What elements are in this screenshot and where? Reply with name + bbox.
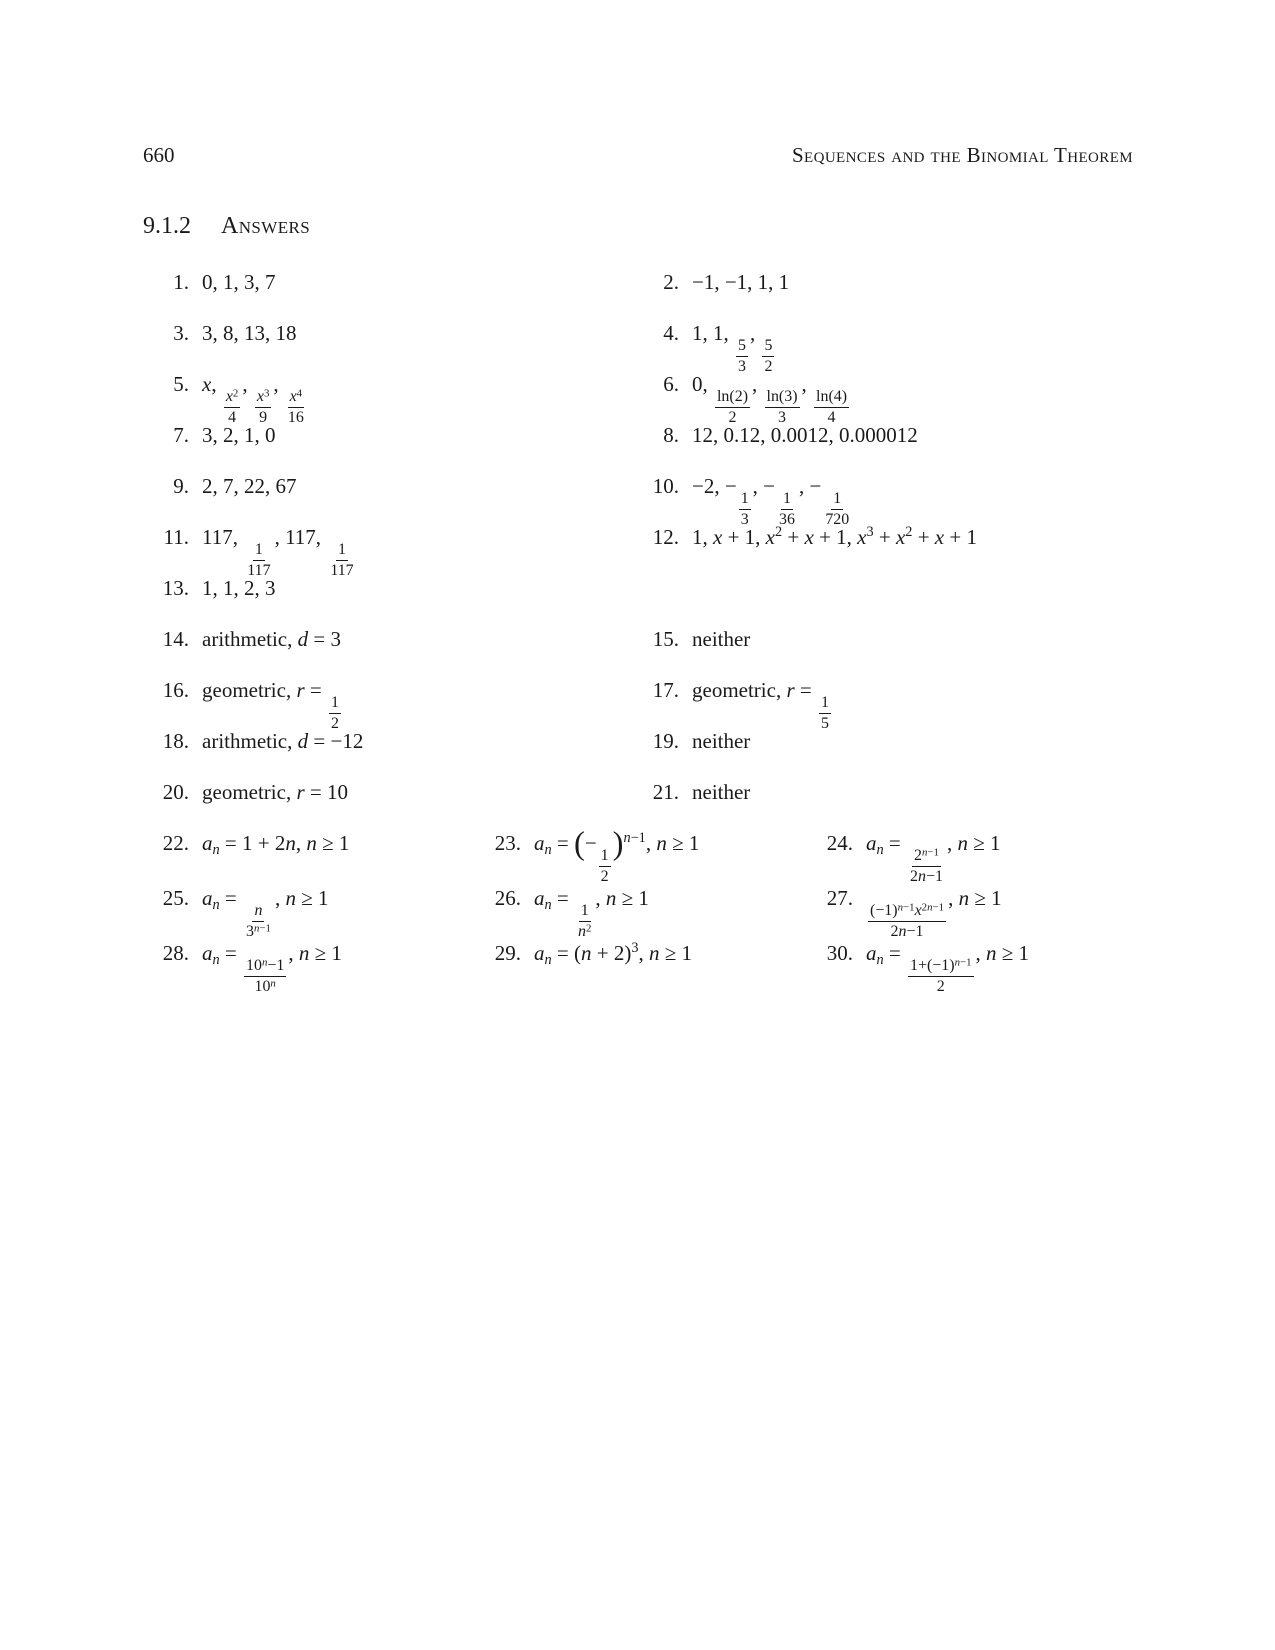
answer-item-30 [807,941,1133,996]
answer-item-22 [143,831,475,856]
answer-math: neither [692,627,751,651]
answer-item-8 [633,423,1133,448]
answer-row [143,886,1133,941]
answer-number: 4. [663,321,679,345]
answer-number: 20. [162,780,189,804]
answer-math: 1, 1, 2, 3 [202,576,276,600]
answer-number: 26. [494,886,521,910]
answer-item-10 [633,474,1133,529]
answer-number: 6. [663,372,679,396]
answer-number: 16. [162,678,189,702]
answer-item-12 [633,525,1133,550]
answer-item-24 [807,831,1133,886]
answer-row [143,627,1133,678]
answer-number: 29. [494,941,521,965]
answer-item-4 [633,321,1133,376]
answer-math: $a_n = (n + 2)^3$, n ≥ 1 [534,940,692,968]
answer-row [143,729,1133,780]
answer-number: 1. [173,270,189,294]
answer-math: neither [692,780,751,804]
answer-item-20 [143,780,633,805]
answer-math: geometric, r = $\frac{1}{2}$ [202,678,339,732]
answer-math: 1, 1, $\frac{5}{3}$ , $\frac{5}{2}$ [692,321,773,375]
answer-math: 12, 0.12, 0.0012, 0.000012 [692,423,918,447]
answer-row [143,423,1133,474]
answers-list [143,270,1133,996]
answer-math: $a_n$ = $\frac{n}{3^{n-1}}$ , n ≥ 1 [202,886,329,940]
answer-item-6 [633,372,1133,427]
section-title: Answers [221,213,311,239]
answer-item-5 [143,372,633,427]
answer-item-18 [143,729,633,754]
answer-math: 3, 2, 1, 0 [202,423,276,447]
answer-row [143,780,1133,831]
answer-number: 18. [162,729,189,753]
answer-math: $a_n$ = $\frac{1+(-1)^{n-1}}{2}$ , n ≥ 1 [866,941,1030,995]
answer-number: 3. [173,321,189,345]
answer-number: 30. [826,941,853,965]
answer-number: 11. [163,525,189,549]
answer-math: 0, $\frac{\ln(2)}{2}$ , $\frac{\ln(3)}{3}$ , $\frac{\ln(4)}{4}$ [692,372,848,426]
answer-number: 27. [826,886,853,910]
answer-math: geometric, r = $\frac{1}{5}$ [692,678,829,732]
answer-item-7 [143,423,633,448]
answer-row [143,372,1133,426]
answer-row [143,825,1133,886]
answer-row [143,941,1133,996]
section-heading [143,213,1133,240]
answer-math: x, $\frac{x^2}{4}$ , $\frac{x^3}{9}$ , $\frac{x^4}{16}$ [202,372,304,426]
answer-math: arithmetic, d = 3 [202,627,341,651]
answer-row [143,321,1133,375]
answer-number: 23. [494,831,521,855]
answer-math: 2, 7, 22, 67 [202,474,297,498]
page-header [143,143,1133,168]
answer-number: 7. [173,423,189,447]
answer-item-21 [633,780,1133,805]
answer-number: 10. [652,474,679,498]
running-title: Sequences and the Binomial Theorem [791,143,1133,167]
answer-math: $a_n = 1 + 2n$, n ≥ 1 [202,831,350,858]
answer-number: 8. [663,423,679,447]
answer-math: $\frac{(-1)^{n-1}x^{2n-1}}{2n-1}$ , n ≥ 1 [870,886,1002,940]
answer-item-16 [143,678,633,733]
answer-math: 0, 1, 3, 7 [202,270,276,294]
answer-math: 117, $\frac{1}{117}$ , 117, $\frac{1}{117}$ [202,525,354,579]
answer-row [143,524,1133,579]
section-number: 9.1.2 [143,213,191,239]
answer-number: 17. [652,678,679,702]
answer-math: $a_n$ = $\frac{10^n-1}{10^n}$ , n ≥ 1 [202,941,342,995]
answer-item-29 [475,941,807,966]
answer-number: 19. [652,729,679,753]
answer-number: 15. [652,627,679,651]
answer-number: 24. [826,831,853,855]
answer-number: 5. [173,372,189,396]
answer-item-25 [143,886,475,941]
answer-math: neither [692,729,751,753]
answer-row [143,474,1133,528]
answer-math: 1, x + 1, $x^2 + x + 1$, $x^3 + x^2 + x + 1$ [692,524,977,549]
answer-item-2 [633,270,1133,295]
answer-item-9 [143,474,633,499]
answer-row [143,270,1133,321]
answer-math: 3, 8, 13, 18 [202,321,297,345]
answer-math: −2, − $\frac{1}{3}$ , − $\frac{1}{36}$ , − $\frac{1}{720}$ [692,474,850,528]
answer-number: 13. [162,576,189,600]
page-number: 660 [143,143,175,167]
answer-item-27 [807,886,1133,941]
answer-item-17 [633,678,1133,733]
answer-row [143,678,1133,732]
answer-item-28 [143,941,475,996]
answer-number: 22. [162,831,189,855]
answer-math: arithmetic, d = −12 [202,729,364,753]
answer-number: 2. [663,270,679,294]
answer-number: 14. [162,627,189,651]
answer-item-3 [143,321,633,346]
answer-math: geometric, r = 10 [202,780,348,804]
answer-number: 12. [652,525,679,549]
answer-item-13 [143,576,1133,601]
answer-math: $a_n$ = $\frac{2^{n-1}}{2n-1}$ , n ≥ 1 [866,831,1001,885]
answer-item-11 [143,525,633,580]
answer-item-19 [633,729,1133,754]
answer-number: 25. [162,886,189,910]
answer-number: 21. [652,780,679,804]
answer-item-15 [633,627,1133,652]
answer-math: $a_n$ = (− $\frac{1}{2}$ )$^{n-1}$, n ≥ 1 [534,825,700,885]
answer-item-26 [475,886,807,941]
answer-item-14 [143,627,633,652]
answer-item-23 [475,825,807,886]
answer-number: 28. [162,941,189,965]
answer-math: −1, −1, 1, 1 [692,270,790,294]
answer-row [143,576,1133,627]
answer-math: $a_n$ = $\frac{1}{n^2}$ , n ≥ 1 [534,886,649,940]
answer-item-1 [143,270,633,295]
answer-number: 9. [173,474,189,498]
